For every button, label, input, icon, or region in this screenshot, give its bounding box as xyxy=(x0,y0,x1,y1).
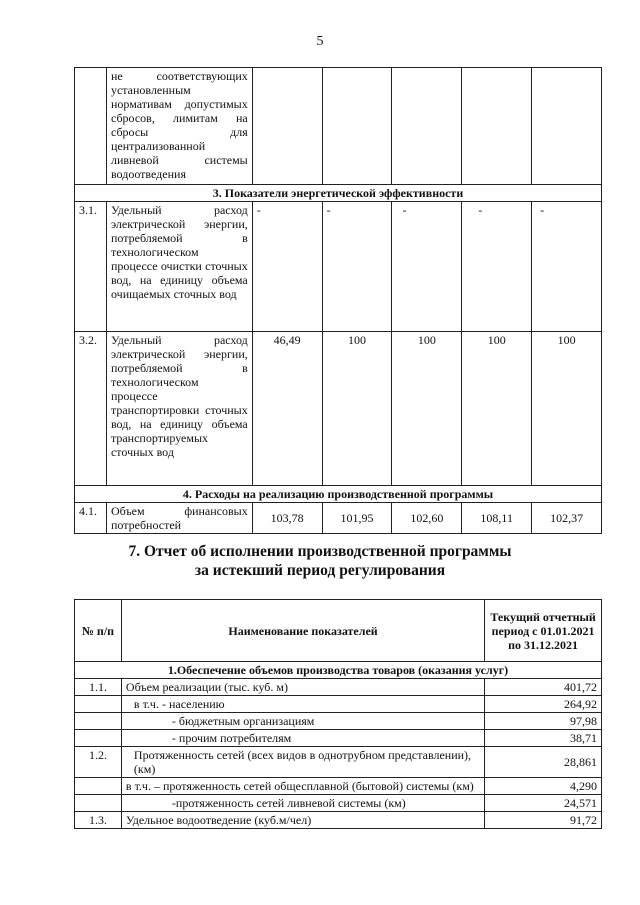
row-number: 1.3. xyxy=(75,812,122,829)
row-name: - бюджетным организациям xyxy=(121,713,484,730)
row-name: Удельное водоотведение (куб.м/чел) xyxy=(121,812,484,829)
value-cell: - xyxy=(392,202,462,332)
row-name: - прочим потребителям xyxy=(121,730,484,747)
table-row xyxy=(75,679,602,696)
value-cell: 100 xyxy=(462,332,532,486)
section-row xyxy=(75,185,602,202)
value-cell: 38,71 xyxy=(485,730,602,747)
table-row xyxy=(75,503,602,534)
header-period: Текущий отчетный период с 01.01.2021 по 31.12.2021 xyxy=(485,600,602,662)
value-cell: 108,11 xyxy=(462,503,532,534)
table-row xyxy=(75,696,602,713)
indicators-table xyxy=(74,67,602,534)
value-cell: 102,60 xyxy=(392,503,462,534)
row-number: 3.2. xyxy=(75,332,107,486)
table-row xyxy=(75,778,602,795)
row-number: 1.2. xyxy=(75,747,122,778)
row-name: Удельный расход электрической энергии, потребляемой в технологическом процессе очистки сточных вод, на единицу объема очищаемых сточных вод xyxy=(106,202,252,332)
table-row xyxy=(75,332,602,486)
section-heading xyxy=(0,542,640,580)
section-row xyxy=(75,662,602,679)
row-name: Протяженность сетей (всех видов в однотрубном представлении), (км) xyxy=(121,747,484,778)
table-row xyxy=(75,730,602,747)
page-number: 5 xyxy=(316,34,324,49)
value-cell: 91,72 xyxy=(485,812,602,829)
value-cell: - xyxy=(252,202,322,332)
row-name: Объем реализации (тыс. куб. м) xyxy=(121,679,484,696)
row-number: 4.1. xyxy=(75,503,107,534)
value-cell: 401,72 xyxy=(485,679,602,696)
row-name: Объем финансовых потребностей xyxy=(106,503,252,534)
value-cell: 46,49 xyxy=(252,332,322,486)
value-cell: 100 xyxy=(532,332,602,486)
value-cell: 97,98 xyxy=(485,713,602,730)
value-cell: 100 xyxy=(322,332,392,486)
value-cell: 24,571 xyxy=(485,795,602,812)
value-cell: 101,95 xyxy=(322,503,392,534)
row-name: -протяженность сетей ливневой системы (км) xyxy=(121,795,484,812)
section3-title: 3. Показатели энергетической эффективности xyxy=(75,185,602,202)
table-row xyxy=(75,713,602,730)
row-name: в т.ч. - населению xyxy=(121,696,484,713)
header-row xyxy=(75,600,602,662)
value-cell: - xyxy=(462,202,532,332)
continuation-cell: не соответствующих установленным нормативам допустимых сбросов, лимитам на сбросы для централизованной ливневой системы водоотведения xyxy=(106,68,252,185)
table-row xyxy=(75,812,602,829)
value-cell: 100 xyxy=(392,332,462,486)
heading-line1: 7. Отчет об исполнении производственной программы xyxy=(128,543,512,560)
value-cell: 28,861 xyxy=(485,747,602,778)
value-cell: - xyxy=(322,202,392,332)
table-row xyxy=(75,795,602,812)
row-name: Удельный расход электрической энергии, потребляемой в технологическом процессе транспортировки сточных вод, на единицу объема транспортируемых сточных вод xyxy=(106,332,252,486)
row-name: в т.ч. – протяженность сетей общесплавной (бытовой) системы (км) xyxy=(121,778,484,795)
header-num: № п/п xyxy=(75,600,122,662)
value-cell: 103,78 xyxy=(252,503,322,534)
value-cell: 102,37 xyxy=(532,503,602,534)
section1-title: 1.Обеспечение объемов производства товаров (оказания услуг) xyxy=(75,662,602,679)
section-row xyxy=(75,486,602,503)
row-number: 1.1. xyxy=(75,679,122,696)
table-row xyxy=(75,202,602,332)
heading-line2: за истекший период регулирования xyxy=(194,562,446,579)
report-table xyxy=(74,599,602,829)
table-row xyxy=(75,68,602,185)
row-number: 3.1. xyxy=(75,202,107,332)
value-cell: 264,92 xyxy=(485,696,602,713)
header-name: Наименование показателей xyxy=(121,600,484,662)
value-cell: - xyxy=(532,202,602,332)
section4-title: 4. Расходы на реализацию производственной программы xyxy=(75,486,602,503)
table-row xyxy=(75,747,602,778)
value-cell: 4,290 xyxy=(485,778,602,795)
